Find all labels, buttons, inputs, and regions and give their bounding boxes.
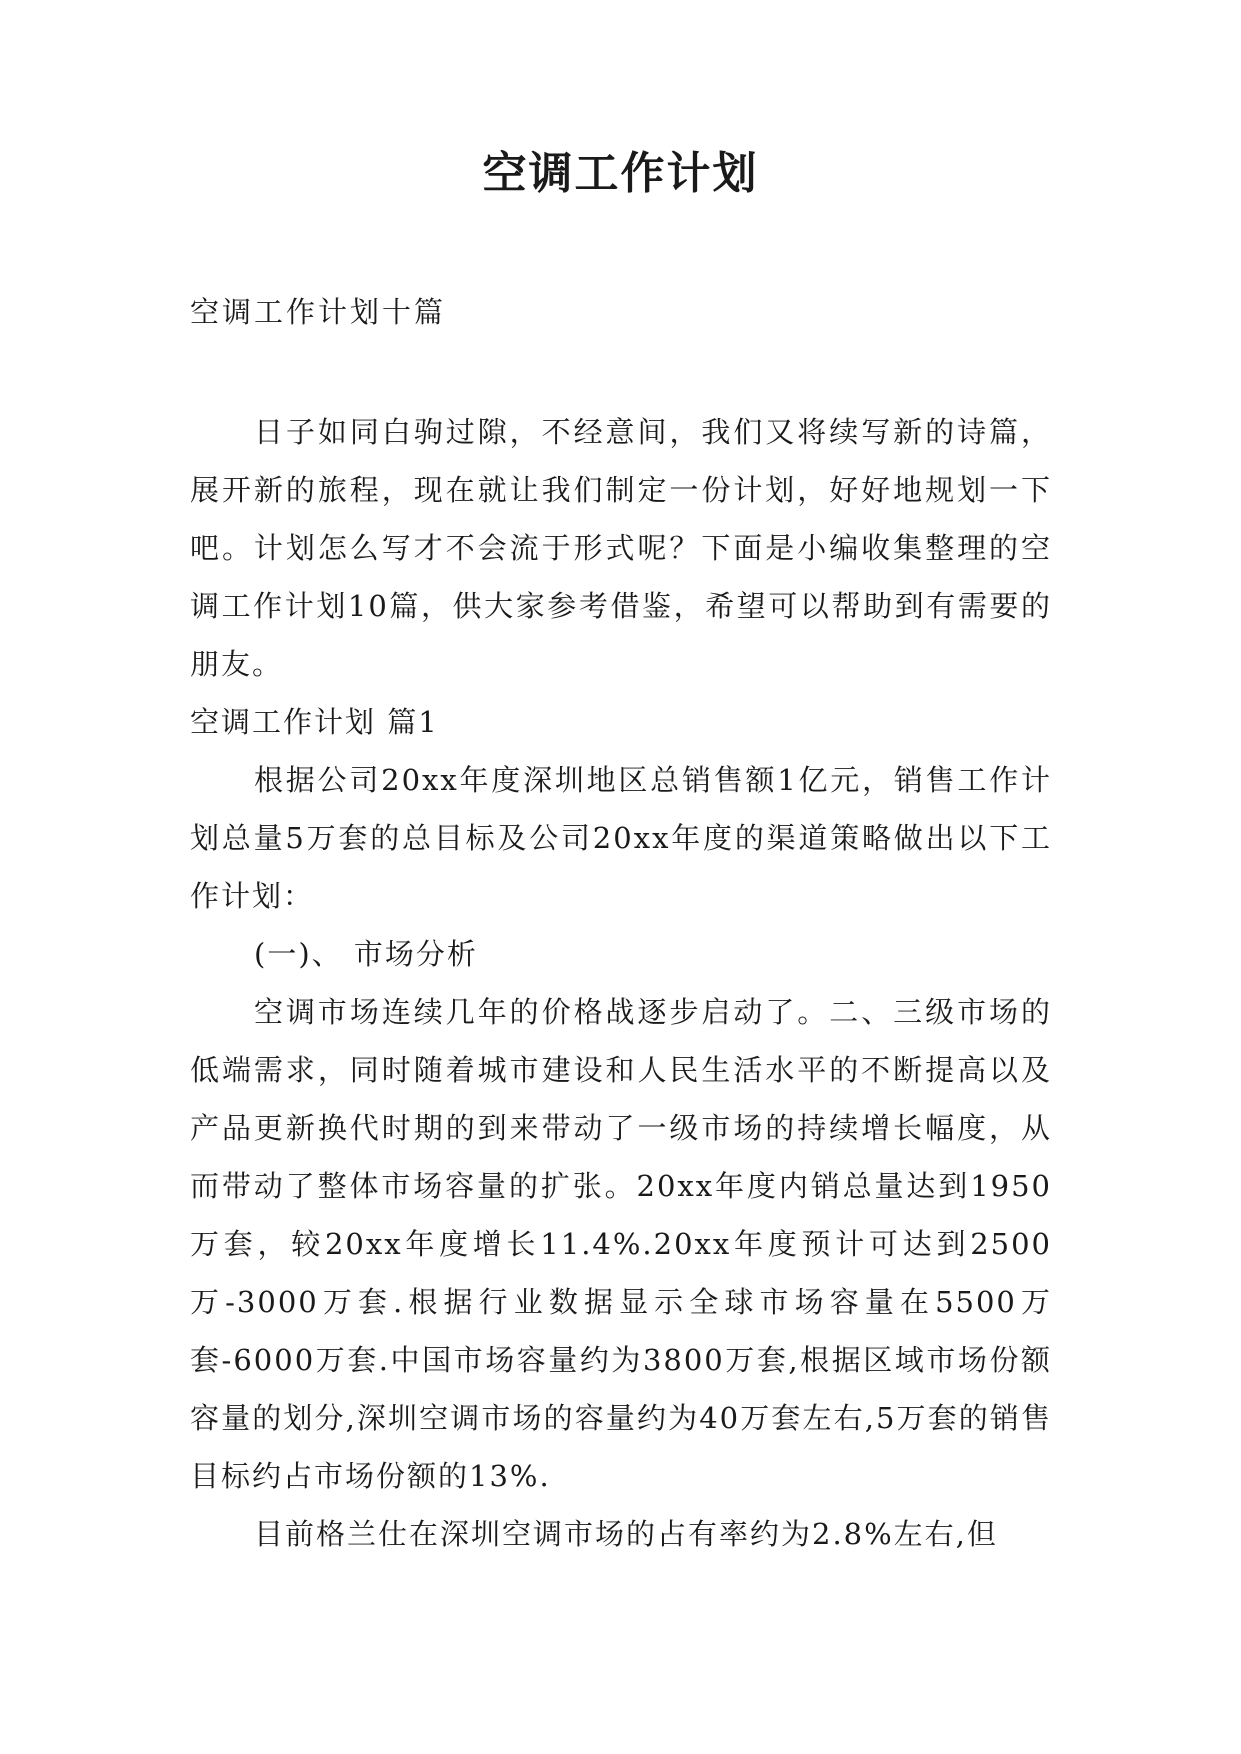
document-subtitle: 空调工作计划十篇 <box>190 295 447 329</box>
body-paragraph: 根据公司20xx年度深圳地区总销售额1亿元，销售工作计划总量5万套的总目标及公司20xx年度的渠道策略做出以下工作计划： <box>190 763 1052 913</box>
body-paragraph: 空调市场连续几年的价格战逐步启动了。二、三级市场的低端需求，同时随着城市建设和人民生活水平的不断提高以及产品更新换代时期的到来带动了一级市场的持续增长幅度，从而带动了整体市场容量的扩张。20xx年度内销总量达到1950万套，较20xx年度增长11.4%.20xx年度预计可达到2500万-3000万套.根据行业数据显示全球市场容量在5500万套-6000万套.中国市场容量约为3800万套,根据区域市场份额容量的划分,深圳空调市场的容量约为40万套左右,5万套的销售目标约占市场份额的13%. <box>190 995 1052 1493</box>
document-title: 空调工作计划 <box>482 148 759 199</box>
section-heading: 空调工作计划 篇1 <box>190 705 439 739</box>
subsection-heading: (一)、 市场分析 <box>254 937 478 971</box>
intro-paragraph: 日子如同白驹过隙，不经意间，我们又将续写新的诗篇，展开新的旅程，现在就让我们制定一份计划，好好地规划一下吧。计划怎么写才不会流于形式呢？下面是小编收集整理的空调工作计划10篇，供大家参考借鉴，希望可以帮助到有需要的朋友。 <box>190 415 1052 681</box>
document-body <box>190 403 1052 1563</box>
body-paragraph: 目前格兰仕在深圳空调市场的占有率约为2.8%左右,但 <box>254 1517 998 1551</box>
